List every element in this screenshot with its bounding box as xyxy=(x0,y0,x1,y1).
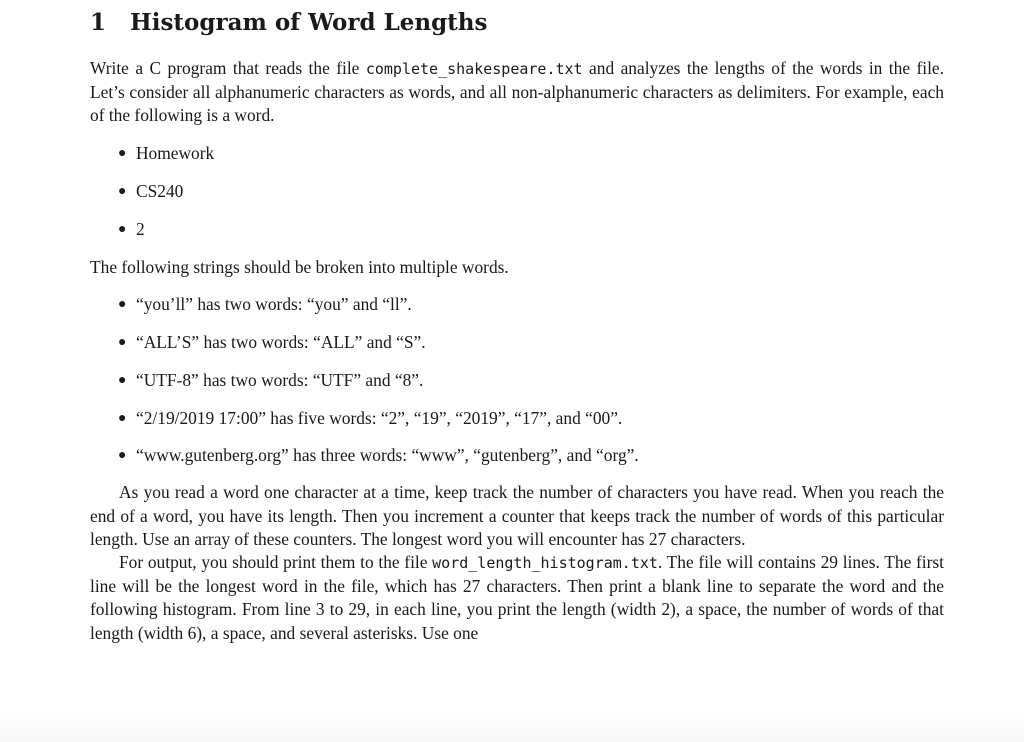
section-title: Histogram of Word Lengths xyxy=(130,9,488,36)
intro-paragraph xyxy=(90,57,944,128)
list-item: ● CS240 xyxy=(90,180,944,203)
intro-text-b: and analyzes the lengths of the words in the file. Let’s consider all alphanumeric characters as words, and all non-alphanumeric characters as delimiters. For example, each of the following is a word. xyxy=(90,58,944,126)
bullet-icon: ● xyxy=(118,297,127,313)
word-example-list xyxy=(90,142,944,242)
section-heading xyxy=(90,6,944,40)
bullet-icon: ● xyxy=(118,335,127,351)
output-filename: word_length_histogram.txt xyxy=(432,554,658,573)
intro-text-a: Write a C program that reads the file xyxy=(90,58,366,78)
section-number: 1 xyxy=(90,9,107,36)
reading-paragraph: As you read a word one character at a time, keep track the number of characters you have read. When you reach the end of a word, you have its length. Then you increment a counter that keeps track the number of words of this particular length. Use an array of these counters. The longest word you will encounter has 27 characters. xyxy=(90,482,944,549)
input-filename: complete_shakespeare.txt xyxy=(365,60,583,78)
bullet-icon: ● xyxy=(118,410,127,426)
split-example-list xyxy=(90,293,944,467)
list-item: ● “ALL’S” has two words: “ALL” and “S”. xyxy=(90,331,944,354)
document-page xyxy=(90,6,944,645)
output-paragraph xyxy=(90,551,944,645)
bullet-icon: ● xyxy=(118,183,127,199)
list-item: ● 2 xyxy=(90,218,944,241)
list-item: ● “www.gutenberg.org” has three words: “www”, “gutenberg”, and “org”. xyxy=(90,444,944,467)
bullet-icon: ● xyxy=(118,448,127,464)
bullet-icon: ● xyxy=(118,222,127,238)
output-text-b: . The file will contains 29 lines. The first line will be the longest word in the file, which has 27 characters. Then print a blank line to separate the word and the following histogram. From line 3 to 29, in each line, you print the length (width 2), a space, the number of words of that length (width 6), a space, and several asterisks. Use one xyxy=(90,552,944,643)
list-item: ● Homework xyxy=(90,142,944,165)
bullet-icon: ● xyxy=(118,372,127,388)
page-bottom-edge xyxy=(0,710,1024,742)
output-text-a: For output, you should print them to the file xyxy=(119,552,433,573)
bullet-icon: ● xyxy=(118,145,127,161)
list-item: ● “2/19/2019 17:00” has five words: “2”, “19”, “2019”, “17”, and “00”. xyxy=(90,407,944,430)
split-intro-paragraph: The following strings should be broken into multiple words. xyxy=(90,257,509,278)
list-item: ● “you’ll” has two words: “you” and “ll”. xyxy=(90,293,944,316)
list-item: ● “UTF-8” has two words: “UTF” and “8”. xyxy=(90,369,944,392)
